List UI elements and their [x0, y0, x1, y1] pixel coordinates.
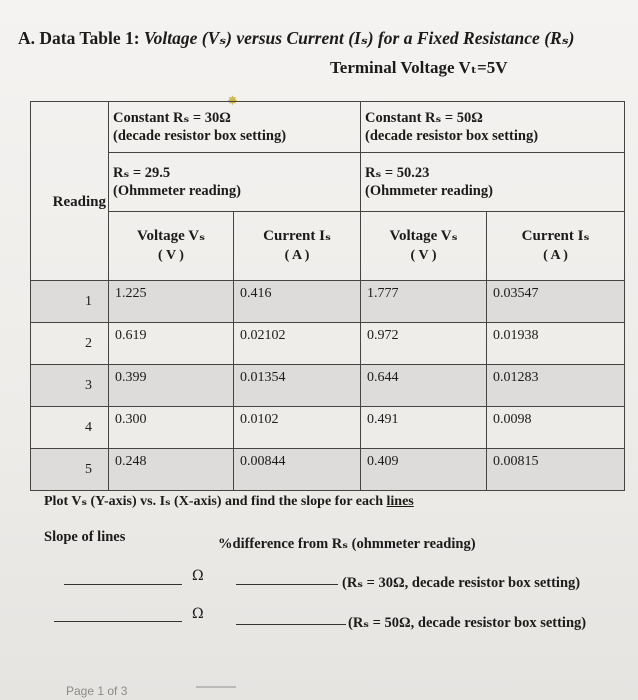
col-voltage-30-label: Voltage Vₛ [136, 228, 205, 244]
table-title [18, 28, 574, 49]
ohm-50-note: (Ohmmeter reading) [365, 183, 493, 199]
table-row [31, 449, 625, 491]
current-50-cell: 0.03547 [487, 281, 625, 323]
current-50-cell: 0.01938 [487, 323, 625, 365]
voltage-30-cell: 0.619 [109, 323, 234, 365]
footer-mark [196, 686, 236, 698]
col-current-30 [234, 212, 361, 281]
pdiff-30-blank[interactable] [236, 584, 338, 585]
plot-instruction-underlined: lines [386, 494, 414, 509]
note-50: (Rₛ = 50Ω, decade resistor box setting) [348, 615, 587, 631]
table-row [31, 281, 625, 323]
table-row [31, 407, 625, 449]
ohm-unit-50: Ω [192, 606, 204, 622]
voltage-30-cell: 1.225 [109, 281, 234, 323]
reading-number: 4 [31, 407, 109, 449]
plot-instruction-text: Plot Vₛ (Y-axis) vs. Iₛ (X-axis) and find the slope for each [44, 494, 387, 509]
voltage-50-cell: 0.409 [361, 449, 487, 491]
constant-30-note: (decade resistor box setting) [113, 128, 287, 144]
ohm-30-label: Rₛ = 29.5 [113, 165, 171, 181]
col-current-50-label: Current Iₛ [521, 228, 590, 244]
ohm-unit-30: Ω [192, 568, 204, 584]
slope-30-blank[interactable] [64, 584, 182, 585]
reading-header: Reading [31, 102, 109, 281]
constant-30-label: Constant Rₛ = 30Ω [113, 110, 231, 126]
plot-instruction [44, 493, 414, 510]
slope-label: Slope of lines [44, 529, 126, 545]
table-row [31, 365, 625, 407]
col-voltage-50 [361, 212, 487, 281]
col-current-30-label: Current Iₛ [263, 228, 331, 244]
current-50-cell: 0.01283 [487, 365, 625, 407]
title-text: Voltage (Vₛ) versus Current (Iₛ) for a Fixed Resistance (Rₛ) [143, 28, 575, 48]
ohm-50-label: Rₛ = 50.23 [365, 165, 430, 181]
reading-number: 1 [31, 281, 109, 323]
col-voltage-50-unit: ( V ) [410, 248, 437, 263]
page-indicator: Page 1 of 3 [66, 684, 128, 698]
table-row [31, 323, 625, 365]
current-30-cell: 0.416 [234, 281, 361, 323]
header-ohm-50 [361, 153, 625, 212]
terminal-voltage: Terminal Voltage Vₜ=5V [330, 58, 508, 77]
current-30-cell: 0.01354 [234, 365, 361, 407]
current-30-cell: 0.0102 [234, 407, 361, 449]
voltage-50-cell: 1.777 [361, 281, 487, 323]
reading-number: 3 [31, 365, 109, 407]
col-current-50 [487, 212, 625, 281]
col-voltage-30 [109, 212, 234, 281]
reading-number: 2 [31, 323, 109, 365]
voltage-50-cell: 0.491 [361, 407, 487, 449]
constant-50-note: (decade resistor box setting) [365, 128, 539, 144]
data-table [30, 101, 625, 491]
constant-50-label: Constant Rₛ = 50Ω [365, 110, 483, 126]
current-50-cell: 0.0098 [487, 407, 625, 449]
star-mark-icon: ✸ [227, 94, 238, 109]
voltage-30-cell: 0.300 [109, 407, 234, 449]
header-constant-50 [361, 102, 625, 153]
col-current-30-unit: ( A ) [284, 248, 310, 263]
note-30: (Rₛ = 30Ω, decade resistor box setting) [342, 575, 581, 591]
ohm-30-note: (Ohmmeter reading) [113, 183, 241, 199]
voltage-30-cell: 0.248 [109, 449, 234, 491]
header-constant-30 [109, 102, 361, 153]
title-lead: A. Data Table 1: [18, 28, 144, 48]
col-current-50-unit: ( A ) [543, 248, 568, 263]
slope-50-blank[interactable] [54, 621, 182, 622]
reading-number: 5 [31, 449, 109, 491]
current-30-cell: 0.02102 [234, 323, 361, 365]
header-ohm-30 [109, 153, 361, 212]
voltage-50-cell: 0.972 [361, 323, 487, 365]
percent-difference-label: %difference from Rₛ (ohmmeter reading) [218, 536, 476, 552]
voltage-50-cell: 0.644 [361, 365, 487, 407]
col-voltage-30-unit: ( V ) [158, 248, 184, 263]
col-voltage-50-label: Voltage Vₛ [389, 228, 458, 244]
voltage-30-cell: 0.399 [109, 365, 234, 407]
current-50-cell: 0.00815 [487, 449, 625, 491]
pdiff-50-blank[interactable] [236, 624, 346, 625]
current-30-cell: 0.00844 [234, 449, 361, 491]
